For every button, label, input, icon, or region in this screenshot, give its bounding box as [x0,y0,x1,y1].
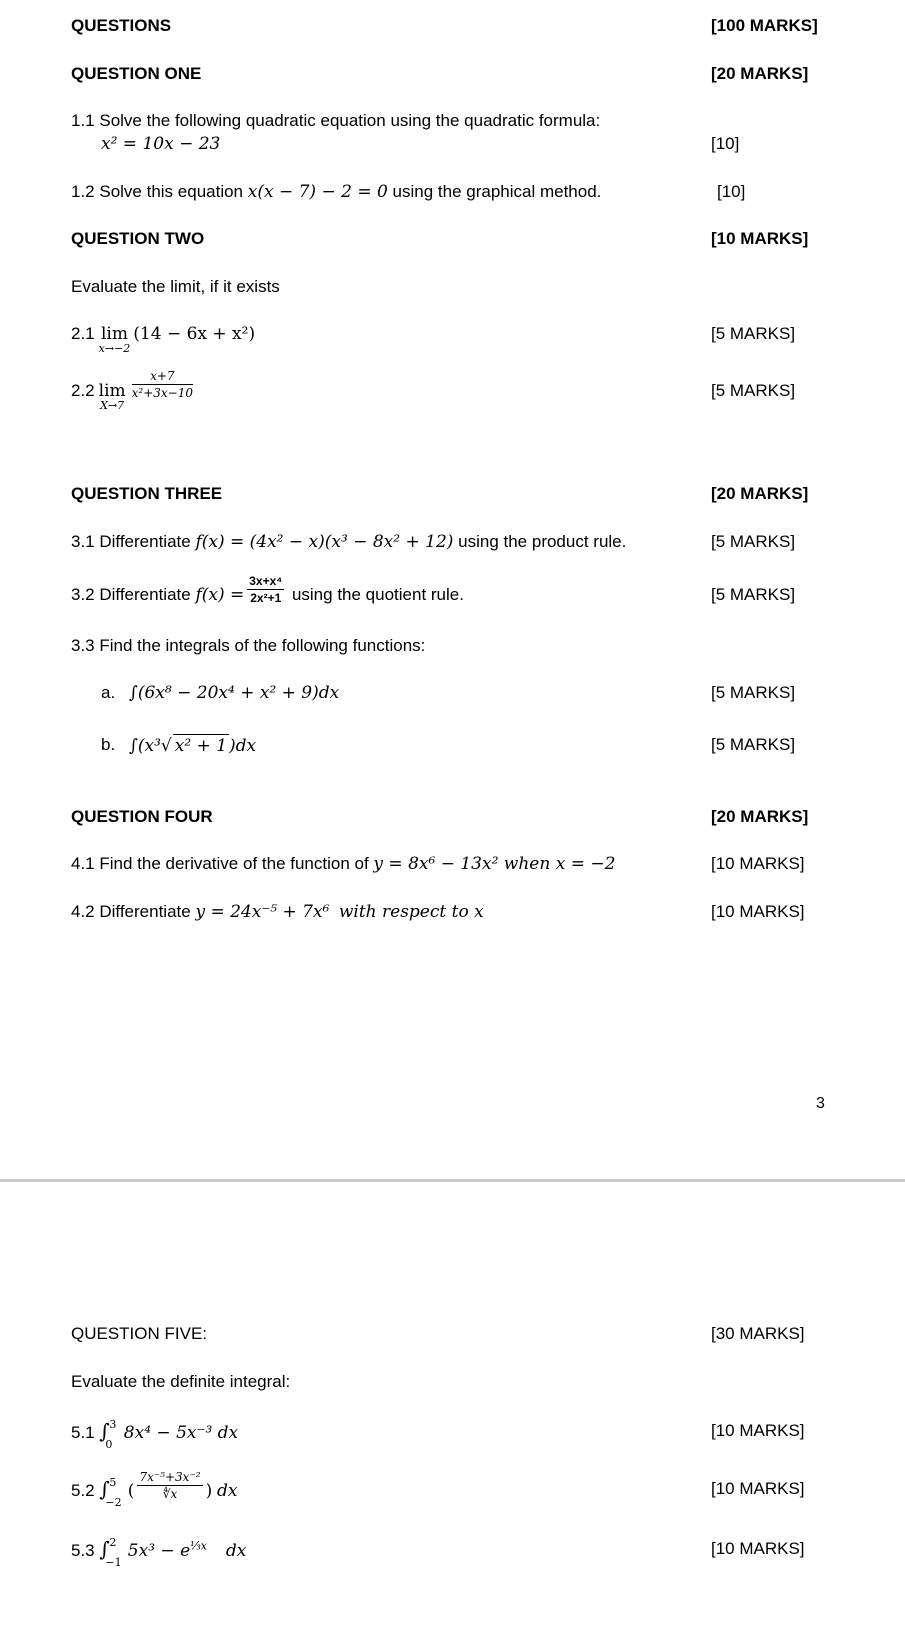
q11-eq-row [71,133,871,163]
q51-lower: 0 [105,1438,113,1451]
q32-row [71,574,871,614]
q12-row [71,181,871,211]
q53-marks: [10 MARKS] [711,1539,805,1558]
q33a-row [71,682,871,712]
q1-marks: [20 MARKS] [711,64,809,83]
q51-text [71,1418,239,1451]
q52-row [71,1470,871,1514]
q52-marks: [10 MARKS] [711,1479,805,1498]
q22-marks: [5 MARKS] [711,381,796,400]
q1-title: QUESTION ONE [71,64,202,83]
q12-marks: [10] [717,182,746,201]
q53-number: 5.3 [71,1541,95,1560]
q33b-label: b. [101,735,116,754]
q53-expression: 5x³ − e [127,1541,191,1561]
q33b-expression: ∫(x³√ x² + 1 )dx [129,736,257,756]
q52-fraction [137,1469,202,1502]
q22-text [71,369,196,412]
q11-text: 1.1 Solve the following quadratic equation using the quadratic formula: [71,111,601,130]
q5-title: QUESTION FIVE: [71,1324,208,1343]
q3-title: QUESTION THREE [71,484,223,503]
q41-text [71,853,615,875]
q31-text [71,531,626,553]
q32-numerator: 3x+x⁴ [249,574,283,589]
q5-heading [71,1323,871,1353]
header-row [71,15,871,45]
q51-integral: ∫ 3 0 [99,1420,109,1442]
q33a-marks: [5 MARKS] [711,683,796,702]
q21-marks: [5 MARKS] [711,324,796,343]
q53-integral: ∫ 2 −1 [99,1538,109,1560]
q22-limit: lim X→7 [98,381,126,412]
q5-intro-row [71,1371,871,1401]
q52-integral: ∫ 5 −2 [99,1478,109,1500]
q5-intro: Evaluate the definite integral: [71,1372,291,1391]
q33-text: 3.3 Find the integrals of the following functions: [71,636,426,655]
q11-equation: x² = 10x − 23 [101,134,221,154]
q33-row [71,635,871,665]
q21-expression: (14 − 6x + x²) [133,324,256,344]
page-number: 3 [816,1095,825,1112]
q12-equation: x(x − 7) − 2 = 0 [247,182,388,202]
q33a-label: a. [101,683,116,702]
q4-heading [71,806,871,836]
q32-suffix: using the quotient rule. [291,585,464,604]
q52-denominator: ∜x [162,1487,178,1502]
q42-row [71,901,871,931]
q31-marks: [5 MARKS] [711,532,796,551]
q33b-marks: [5 MARKS] [711,735,796,754]
q2-heading [71,228,871,258]
q52-lower: −2 [105,1496,122,1509]
q32-marks: [5 MARKS] [711,585,796,604]
q3-marks: [20 MARKS] [711,484,809,503]
q5-marks: [30 MARKS] [711,1324,805,1343]
q22-limit-sub: X→7 [100,399,125,412]
q31-suffix: using the product rule. [458,532,627,551]
q52-number: 5.2 [71,1481,95,1500]
q42-suffix: with respect to x [338,902,484,922]
q32-text [71,574,464,606]
q53-lower: −1 [105,1556,122,1569]
page-divider [0,1179,905,1182]
q22-number: 2.2 [71,381,95,400]
q21-row [71,323,871,359]
q32-prefix: 3.2 Differentiate [71,585,191,604]
q53-row [71,1538,871,1574]
q51-expression: 8x⁴ − 5x⁻³ dx [123,1423,239,1443]
q41-prefix: 4.1 Find the derivative of the function of [71,854,369,873]
q42-text [71,901,484,923]
q41-equation: y = 8x⁶ − 13x² when x = −2 [373,854,616,874]
q51-upper: 3 [109,1418,117,1431]
q21-limit: lim x→−2 [98,324,131,355]
q1-heading [71,63,871,93]
q42-equation: y = 24x⁻⁵ + 7x⁶ [195,902,330,922]
q52-text: 5.2 ∫ 5 −2 ( $\frac{\text{7x⁻⁵+3x⁻²}}{∜x}$ ) dx [71,1478,237,1502]
q12-prefix: 1.2 Solve this equation [71,182,244,201]
q53-exponent: ⅓x [190,1539,208,1553]
q33a-expression: ∫(6x⁸ − 20x⁴ + x² + 9)dx [129,683,340,703]
q41-marks: [10 MARKS] [711,854,805,873]
q31-row [71,531,871,561]
q51-row [71,1420,871,1454]
q52-numerator: 7x⁻⁵+3x⁻² [139,1470,201,1485]
q12-text [71,181,601,203]
q53-upper: 2 [109,1536,117,1549]
q31-equation: f(x) = (4x² − x)(x³ − 8x² + 12) [195,532,454,552]
q33b-post: )dx [229,736,257,756]
q31-prefix: 3.1 Differentiate [71,532,191,551]
q3-heading [71,483,871,513]
q32-fraction [247,573,284,606]
q32-denominator: 2x²+1 [250,591,282,606]
q2-title: QUESTION TWO [71,229,205,248]
q33b-sqrt: x² + 1 [174,736,228,756]
q41-row [71,853,871,883]
q2-intro: Evaluate the limit, if it exists [71,277,280,296]
q2-intro-row [71,276,871,306]
q33b-row [71,734,871,764]
q21-limit-sub: x→−2 [98,342,131,355]
q12-suffix: using the graphical method. [392,182,602,201]
q53-tail: dx [225,1541,247,1561]
q4-title: QUESTION FOUR [71,807,213,826]
q42-prefix: 4.2 Differentiate [71,902,191,921]
total-marks: [100 MARKS] [711,16,818,35]
q52-upper: 5 [109,1476,117,1489]
q53-text [71,1536,247,1569]
q11-marks: [10] [711,134,740,153]
q22-denominator: x²+3x−10 [131,386,193,401]
q32-lhs: f(x) = [195,585,245,605]
q22-row [71,369,871,412]
q22-fraction [132,368,193,401]
q4-marks: [20 MARKS] [711,807,809,826]
q21-text [71,323,255,354]
q2-marks: [10 MARKS] [711,229,809,248]
q33b-pre: ∫(x³ [129,736,161,756]
page-title: QUESTIONS [71,16,172,35]
q22-numerator: x+7 [132,368,193,385]
q51-number: 5.1 [71,1423,95,1442]
q42-marks: [10 MARKS] [711,902,805,921]
q21-number: 2.1 [71,324,95,343]
q51-marks: [10 MARKS] [711,1421,805,1440]
q52-tail: dx [216,1481,238,1501]
